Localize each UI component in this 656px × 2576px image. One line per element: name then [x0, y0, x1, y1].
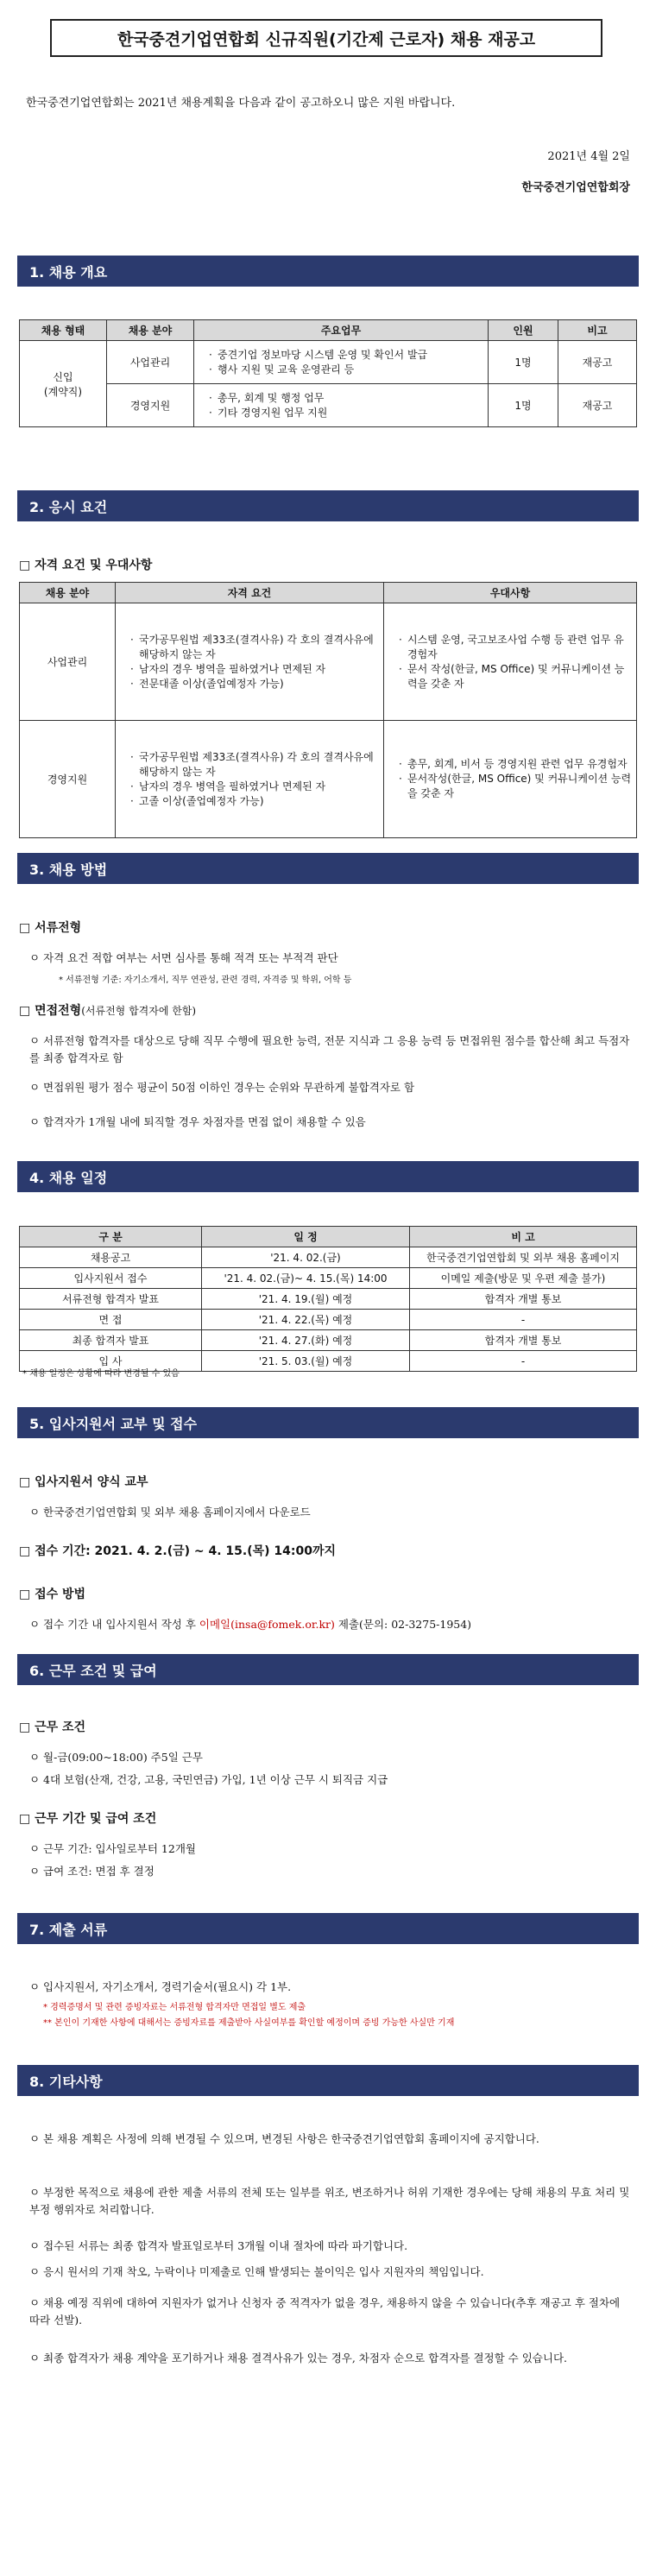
conditions-line: ㅇ 급여 조건: 면접 후 결정 [29, 1865, 155, 1878]
section-header-schedule: 4. 채용 일정 [17, 1161, 639, 1192]
section-header-method: 3. 채용 방법 [17, 853, 639, 884]
method-line: ㅇ 합격자가 1개월 내에 퇴직할 경우 차점자를 면접 없이 채용할 수 있음 [29, 1115, 366, 1128]
application-line: ㅇ 한국중견기업연합회 및 외부 채용 홈페이지에서 다운로드 [29, 1506, 311, 1518]
method-line: ㅇ 자격 요건 적합 여부는 서면 심사를 통해 적격 또는 부적격 판단 [29, 951, 338, 964]
section-header-documents: 7. 제출 서류 [17, 1913, 639, 1944]
table-cell: 합격자 개별 통보 [410, 1289, 637, 1310]
table-header: 비 고 [410, 1227, 637, 1247]
method-line: ㅇ 면접위원 평가 점수 평균이 50점 이하인 경우는 순위와 무관하게 불합격자로 함 [29, 1081, 415, 1094]
table-cell: 경영지원 [107, 384, 194, 427]
table-cell: 합격자 개별 통보 [410, 1330, 637, 1351]
table-cell: 사업관리 [107, 341, 194, 384]
table-cell: 신입 (계약직) [20, 341, 107, 427]
misc-item: ㅇ 접수된 서류는 최종 합격자 발표일로부터 3개월 이내 절차에 따라 파기합니다. [29, 2239, 408, 2252]
requirements-table [19, 582, 637, 838]
table-cell: - [410, 1351, 637, 1372]
table-cell: 서류전형 합격자 발표 [20, 1289, 202, 1310]
subheading-work-conditions: □ 근무 조건 [19, 1720, 86, 1734]
method-line: ㅇ 서류전형 합격자를 대상으로 당해 직무 수행에 필요한 능력, 전문 지식과 그 응용 능력 등 면접위원 점수를 합산해 최고 득점자를 최종 합격자로 함 [29, 1034, 630, 1064]
subheading-form-distribution: □ 입사지원서 양식 교부 [19, 1475, 148, 1489]
table-cell: 1명 [489, 341, 558, 384]
table-header: 일 정 [202, 1227, 410, 1247]
table-cell: 사업관리 [20, 603, 116, 721]
documents-note: * 경력증명서 및 관련 증빙자료는 서류전형 합격자만 면접일 별도 제출 [43, 2003, 306, 2012]
table-header: 채용 분야 [20, 583, 116, 603]
table-cell: 입 사 [20, 1351, 202, 1372]
table-cell: 최종 합격자 발표 [20, 1330, 202, 1351]
misc-item: ㅇ 본 채용 계획은 사정에 의해 변경될 수 있으며, 변경된 사항은 한국중견기업연합회 홈페이지에 공지합니다. [29, 2132, 539, 2145]
table-cell: 입사지원서 접수 [20, 1268, 202, 1289]
table-cell: · 총무, 회계, 비서 등 경영지원 관련 업무 유경험자 · 문서작성(한글, MS Office) 및 커뮤니케이션 능력을 갖춘 자 [384, 721, 637, 838]
misc-item: ㅇ 최종 합격자가 채용 계약을 포기하거나 채용 결격사유가 있는 경우, 차점자 순으로 합격자를 결정할 수 있습니다. [29, 2352, 567, 2364]
table-cell: 재공고 [558, 384, 637, 427]
conditions-line: ㅇ 근무 기간: 입사일로부터 12개월 [29, 1842, 196, 1855]
table-header: 우대사항 [384, 583, 637, 603]
documents-line: ㅇ 입사지원서, 자기소개서, 경력기술서(필요시) 각 1부. [29, 1980, 292, 1993]
schedule-note: * 채용 일정은 상황에 따라 변경될 수 있음 [22, 1369, 180, 1379]
table-cell: 한국중견기업연합회 및 외부 채용 홈페이지 [410, 1247, 637, 1268]
table-cell: '21. 4. 27.(화) 예정 [202, 1330, 410, 1351]
screening-criteria-note: * 서류전형 기준: 자기소개서, 직무 연관성, 관련 경력, 자격증 및 학위, 어학 등 [59, 975, 352, 985]
table-cell: '21. 4. 02.(금)~ 4. 15.(목) 14:00 [202, 1268, 410, 1289]
page-title: 한국중견기업연합회 신규직원(기간제 근로자) 채용 재공고 [50, 19, 602, 57]
section-header-conditions: 6. 근무 조건 및 급여 [17, 1654, 639, 1685]
email-link[interactable]: 이메일(insa@fomek.or.kr) [199, 1618, 335, 1631]
misc-item: ㅇ 응시 원서의 기재 착오, 누락이나 미제출로 인해 발생되는 불이익은 입사 지원자의 책임입니다. [29, 2265, 484, 2278]
table-cell: - [410, 1310, 637, 1330]
table-cell: · 국가공무원법 제33조(결격사유) 각 호의 결격사유에 해당하지 않는 자 · 남자의 경우 병역을 필하였거나 면제된 자 · 고졸 이상(졸업예정자 가능) [116, 721, 384, 838]
table-cell: 경영지원 [20, 721, 116, 838]
table-cell: 이메일 제출(방문 및 우편 제출 불가) [410, 1268, 637, 1289]
table-cell: · 중견기업 정보마당 시스템 운영 및 확인서 발급 · 행사 지원 및 교육 운영관리 등 [194, 341, 489, 384]
table-cell: '21. 5. 03.(월) 예정 [202, 1351, 410, 1372]
overview-table [19, 319, 637, 427]
application-method-line: ㅇ 접수 기간 내 입사지원서 작성 후 이메일(insa@fomek.or.kr) 제출(문의: 02-3275-1954) [29, 1618, 472, 1631]
table-cell: · 총무, 회계 및 행정 업무 · 기타 경영지원 업무 지원 [194, 384, 489, 427]
table-header: 구 분 [20, 1227, 202, 1247]
subheading-application-period: □ 접수 기간: 2021. 4. 2.(금) ~ 4. 15.(목) 14:00까지 [19, 1544, 337, 1558]
misc-item: ㅇ 채용 예정 직위에 대하여 지원자가 없거나 신청자 중 적격자가 없을 경우, 채용하지 않을 수 있습니다(추후 재공고 후 절차에 따라 선발). [29, 2296, 621, 2327]
table-cell: '21. 4. 19.(월) 예정 [202, 1289, 410, 1310]
table-cell: · 국가공무원법 제33조(결격사유) 각 호의 결격사유에 해당하지 않는 자 · 남자의 경우 병역을 필하였거나 면제된 자 · 전문대졸 이상(졸업예정자 가능) [116, 603, 384, 721]
table-header: 자격 요건 [116, 583, 384, 603]
notice-date: 2021년 4월 2일 [547, 150, 630, 163]
table-header: 비고 [558, 320, 637, 341]
section-header-requirements: 2. 응시 요건 [17, 490, 639, 521]
table-cell: 채용공고 [20, 1247, 202, 1268]
subheading-period-salary: □ 근무 기간 및 급여 조건 [19, 1812, 157, 1826]
table-cell: 면 접 [20, 1310, 202, 1330]
table-header: 주요업무 [194, 320, 489, 341]
section-header-overview: 1. 채용 개요 [17, 256, 639, 287]
table-header: 채용 분야 [107, 320, 194, 341]
subheading-qualifications: □ 자격 요건 및 우대사항 [19, 559, 153, 572]
conditions-line: ㅇ 4대 보험(산재, 건강, 고용, 국민연금) 가입, 1년 이상 근무 시 퇴직금 지급 [29, 1773, 388, 1786]
table-header: 인원 [489, 320, 558, 341]
table-cell: · 시스템 운영, 국고보조사업 수행 등 관련 업무 유경험자 · 문서 작성(한글, MS Office) 및 커뮤니케이션 능력을 갖춘 자 [384, 603, 637, 721]
subheading-application-method: □ 접수 방법 [19, 1588, 86, 1601]
intro-text: 한국중견기업연합회는 2021년 채용계획을 다음과 같이 공고하오니 많은 지원 바랍니다. [26, 97, 456, 110]
section-header-application: 5. 입사지원서 교부 및 접수 [17, 1407, 639, 1438]
subheading-interview: □ 면접전형(서류전형 합격자에 한함) [19, 1004, 197, 1018]
organization-signature: 한국중견기업연합회장 [521, 181, 630, 194]
misc-item: ㅇ 부정한 목적으로 채용에 관한 제출 서류의 전체 또는 일부를 위조, 변조하거나 허위 기재한 경우에는 당해 채용의 무효 처리 및 부정 행위자로 처리합니다. [29, 2186, 630, 2216]
conditions-line: ㅇ 월-금(09:00~18:00) 주5일 근무 [29, 1751, 203, 1764]
table-cell: 1명 [489, 384, 558, 427]
documents-note: ** 본인이 기재한 사항에 대해서는 증빙자료를 제출받아 사실여부를 확인할 예정이며 증빙 가능한 사실만 기재 [43, 2018, 455, 2028]
subheading-document-screening: □ 서류전형 [19, 921, 82, 935]
schedule-table [19, 1226, 637, 1372]
table-header: 채용 형태 [20, 320, 107, 341]
table-cell: '21. 4. 02.(금) [202, 1247, 410, 1268]
table-cell: 재공고 [558, 341, 637, 384]
section-header-misc: 8. 기타사항 [17, 2065, 639, 2096]
table-cell: '21. 4. 22.(목) 예정 [202, 1310, 410, 1330]
